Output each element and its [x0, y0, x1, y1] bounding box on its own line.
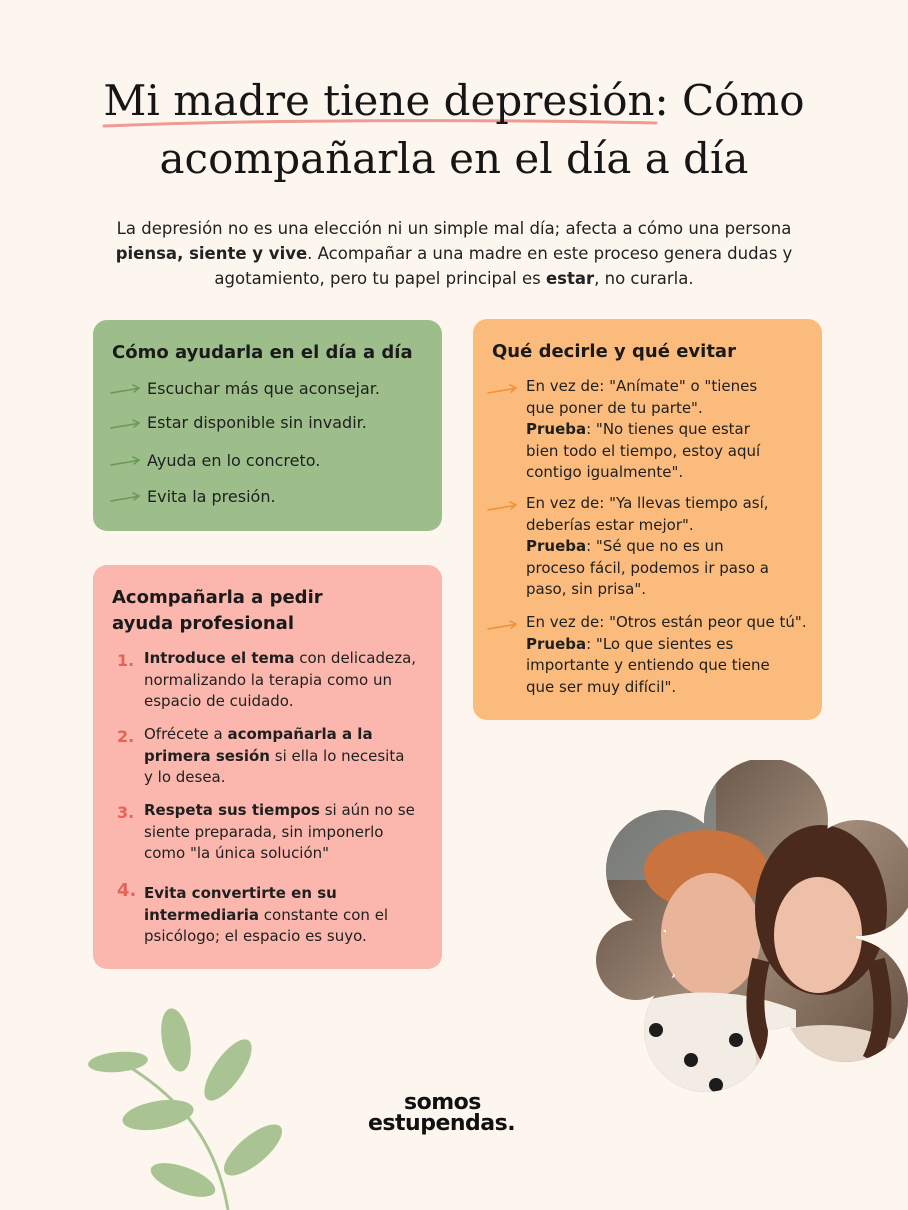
help-item: Evita la presión. — [147, 487, 276, 506]
try-text: : "No tienes que estar bien todo el tiempo, estoy aquí contigo igualmente". — [526, 420, 761, 481]
arrow-icon — [486, 619, 520, 633]
say-item-try — [526, 634, 788, 699]
step-bold: Respeta sus tiempos — [144, 801, 320, 819]
intro-bold-1: piensa, siente y vive — [115, 244, 308, 263]
try-label: Prueba — [526, 537, 587, 555]
step-number: 2. — [117, 727, 135, 746]
arrow-icon — [486, 383, 520, 397]
arrow-icon — [109, 418, 143, 432]
arrow-icon — [109, 383, 143, 397]
try-text: : "Lo que sientes es importante y entiendo que tiene que ser muy difícil". — [526, 634, 770, 696]
intro-text-3: , no curarla. — [594, 269, 694, 288]
say-item-instead: En vez de: "Ya llevas tiempo así, deberías estar mejor". — [526, 494, 769, 534]
step-bold: Evita convertirte en su intermediaria — [144, 884, 337, 924]
step-rest: si aún no se siente preparada, sin imponerlo como "la única solución" — [144, 801, 415, 862]
arrow-icon — [109, 455, 143, 469]
step-number: 1. — [117, 651, 135, 670]
brand-logo — [368, 1092, 548, 1134]
title-line-2: acompañarla en el día a día — [159, 134, 749, 183]
step-text — [144, 724, 414, 789]
say-item-instead: En vez de: "Anímate" o "tienes que poner de tu parte". — [526, 377, 758, 417]
say-card-title: Qué decirle y qué evitar — [492, 341, 736, 362]
step-pre: Ofrécete a — [144, 725, 228, 743]
title-line-1: Mi madre tiene depresión: Cómo — [103, 76, 805, 125]
mother-daughter-photo — [596, 760, 908, 1100]
step-rest: si ella lo necesita y lo desea. — [144, 746, 405, 786]
say-item-try — [526, 419, 784, 484]
intro-paragraph — [90, 216, 818, 291]
step-number: 4. — [117, 880, 137, 901]
page-title — [40, 72, 868, 188]
pro-title-line-1: Acompañarla a pedir — [112, 587, 323, 608]
step-text — [144, 800, 419, 865]
try-text: : "Sé que no es un proceso fácil, podemos ir paso a paso, sin prisa". — [526, 537, 769, 598]
help-item: Ayuda en lo concreto. — [147, 451, 321, 470]
help-item: Escuchar más que aconsejar. — [147, 379, 380, 398]
intro-bold-2: estar — [545, 269, 595, 288]
arrow-icon — [109, 491, 143, 505]
help-item: Estar disponible sin invadir. — [147, 413, 367, 432]
intro-text-2: . Acompañar a una madre en este proceso genera dudas y agotamiento, pero tu papel principal es — [214, 244, 793, 288]
step-text — [144, 648, 429, 713]
say-item — [526, 612, 814, 698]
leaves-decoration — [78, 1000, 318, 1210]
step-rest: con delicadeza, normalizando la terapia como un espacio de cuidado. — [144, 649, 417, 710]
try-label: Prueba — [526, 634, 587, 653]
intro-text-1: La depresión no es una elección ni un simple mal día; afecta a cómo una persona — [116, 219, 792, 238]
help-card-title: Cómo ayudarla en el día a día — [112, 342, 413, 363]
pro-help-card-title — [112, 585, 323, 637]
say-item-try — [526, 536, 781, 601]
step-rest: constante con el psicólogo; el espacio es suyo. — [144, 905, 389, 945]
step-bold: acompañarla a la primera sesión — [144, 725, 373, 765]
step-text — [144, 883, 412, 948]
logo-line-2: estupendas. — [368, 1111, 516, 1136]
say-item-instead: En vez de: "Otros están peor que tú". — [526, 613, 807, 631]
arrow-icon — [486, 500, 520, 514]
say-item — [526, 493, 814, 601]
step-bold: Introduce el tema — [144, 649, 295, 667]
step-number: 3. — [117, 803, 135, 822]
logo-line-1: somos — [404, 1090, 481, 1115]
pro-title-line-2: ayuda profesional — [112, 613, 294, 634]
try-label: Prueba — [526, 420, 587, 438]
say-item — [526, 376, 814, 484]
